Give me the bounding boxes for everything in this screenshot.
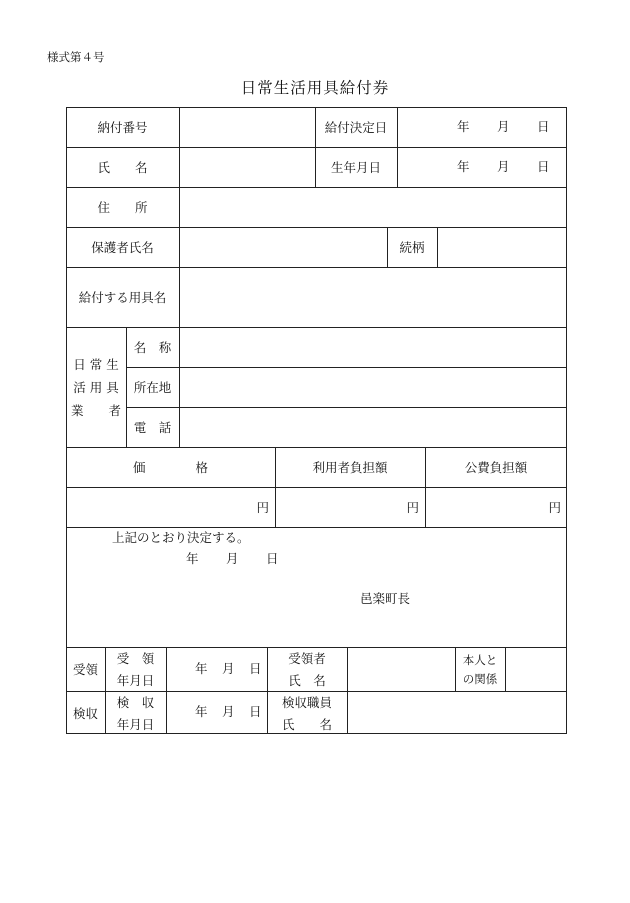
vendor-name-label: 名 称 — [133, 340, 172, 355]
price-field[interactable] — [66, 487, 269, 527]
birth-month-label: 月 — [497, 159, 510, 174]
user-burden-label: 利用者負担額 — [312, 460, 388, 475]
receiver-name-field[interactable] — [348, 648, 454, 690]
relation-label: 続柄 — [399, 240, 425, 255]
relation-to-person-field[interactable] — [506, 648, 566, 690]
inspection-label: 検収 — [72, 705, 98, 721]
decision-statement: 上記のとおり決定する。 — [112, 530, 250, 545]
price-label: 価 格 — [132, 460, 208, 475]
vendor-phone-field[interactable] — [180, 408, 566, 446]
public-burden-label: 公費負担額 — [464, 460, 528, 475]
user-burden-yen-unit: 円 — [406, 500, 419, 515]
decision-day-label: 日 — [537, 119, 550, 134]
vendor-group-label: 日 常 生 活 用 具 業 者 — [70, 357, 121, 418]
row-divider — [66, 527, 567, 528]
decision-year-label: 年 — [186, 551, 199, 566]
receipt-day-label: 日 — [249, 661, 262, 676]
relation-to-person-label: 本人と の関係 — [462, 652, 498, 686]
birth-date-label: 生年月日 — [330, 160, 381, 175]
decision-date-label: 給付決定日 — [324, 120, 388, 135]
receipt-month-label: 月 — [222, 661, 235, 676]
receiver-name-label: 受領者 氏 名 — [288, 651, 326, 688]
relation-field[interactable] — [438, 228, 566, 266]
receipt-year-label: 年 — [195, 661, 208, 676]
vendor-location-field[interactable] — [180, 368, 566, 406]
decision-month-label: 月 — [497, 119, 510, 134]
inspection-day-label: 日 — [249, 704, 262, 719]
public-burden-yen-unit: 円 — [548, 500, 561, 515]
receipt-label: 受領 — [72, 662, 98, 677]
page-title: 日常生活用具給付券 — [240, 79, 390, 97]
address-field[interactable] — [180, 188, 566, 226]
form-number: 様式第４号 — [47, 50, 105, 64]
address-label: 住 所 — [97, 200, 148, 215]
user-burden-field[interactable] — [275, 487, 419, 527]
inspection-year-label: 年 — [195, 704, 208, 719]
birth-day-label: 日 — [537, 159, 550, 174]
payment-number-field[interactable] — [180, 108, 314, 146]
item-name-field[interactable] — [180, 268, 566, 326]
item-name-label: 給付する用具名 — [78, 290, 167, 305]
price-yen-unit: 円 — [256, 500, 269, 515]
public-burden-field[interactable] — [425, 487, 561, 527]
payment-number-label: 納付番号 — [97, 120, 148, 135]
inspection-staff-label: 検収職員 氏 名 — [281, 694, 332, 732]
inspection-date-label: 検 収 年月日 — [116, 694, 155, 732]
mayor-title: 邑楽町長 — [360, 591, 411, 606]
guardian-name-field[interactable] — [180, 228, 386, 266]
decision-month-label: 月 — [226, 551, 239, 566]
decision-day-label: 日 — [266, 551, 279, 566]
vendor-location-label: 所在地 — [133, 380, 172, 395]
name-label: 氏 名 — [97, 160, 148, 175]
vendor-name-field[interactable] — [180, 328, 566, 366]
decision-year-label: 年 — [457, 119, 470, 134]
receipt-date-label: 受 領 年月日 — [116, 651, 155, 688]
vendor-phone-label: 電 話 — [133, 420, 172, 435]
inspection-month-label: 月 — [222, 704, 235, 719]
guardian-name-label: 保護者氏名 — [91, 240, 154, 255]
birth-year-label: 年 — [457, 159, 470, 174]
name-field[interactable] — [180, 148, 314, 186]
inspection-staff-field[interactable] — [348, 692, 566, 733]
